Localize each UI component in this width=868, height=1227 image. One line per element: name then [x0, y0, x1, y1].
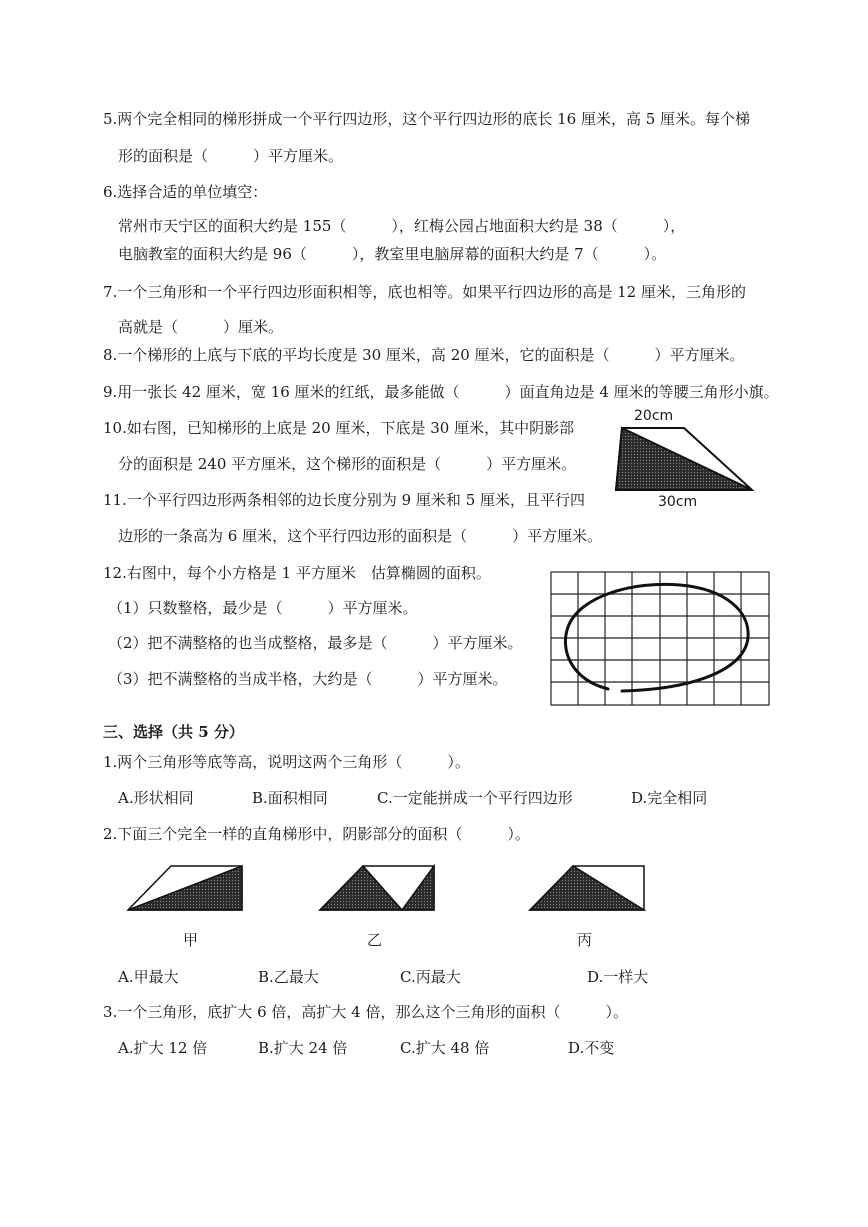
grid-ellipse-figure: [550, 571, 772, 707]
s3-q3-stem: 3.一个三角形，底扩大 6 倍，高扩大 4 倍，那么这个三角形的面积（ ）。: [103, 1003, 628, 1021]
q12-line3: （2）把不满整格的也当成整格，最多是（ ）平方厘米。: [108, 634, 523, 652]
q5-line2: 形的面积是（ ）平方厘米。: [118, 147, 344, 165]
s3-q3-option-d[interactable]: D.不变: [568, 1039, 615, 1057]
q11-line1: 11.一个平行四边形两条相邻的边长度分别为 9 厘米和 5 厘米，且平行四: [103, 491, 586, 509]
q6-line2: 常州市天宁区的面积大约是 155（ ），红梅公园占地面积大约是 38（ ），: [118, 217, 686, 235]
trapezoid-top-label: 20cm: [634, 408, 674, 424]
q9-line1: 9.用一张长 42 厘米，宽 16 厘米的红纸，最多能做（ ）面直角边是 4 厘米的等腰三角形小旗。: [103, 383, 779, 401]
trapezoid-yi: [318, 864, 436, 916]
trapezoid-shaded-triangle: [616, 428, 752, 490]
s3-q1-option-d[interactable]: D.完全相同: [631, 789, 708, 807]
s3-q3-option-b[interactable]: B.扩大 24 倍: [258, 1039, 348, 1057]
label-bing: 丙: [577, 931, 593, 949]
q5-line1: 5.两个完全相同的梯形拼成一个平行四边形，这个平行四边形的底长 16 厘米，高 5 厘米。每个梯: [103, 110, 751, 128]
s3-q2-stem: 2.下面三个完全一样的直角梯形中，阴影部分的面积（ ）。: [103, 825, 530, 843]
s3-q2-option-c[interactable]: C.丙最大: [400, 968, 461, 986]
s3-q1-option-b[interactable]: B.面积相同: [252, 789, 328, 807]
trapezoid-figure: [612, 408, 762, 513]
q6-line3: 电脑教室的面积大约是 96（ ），教室里电脑屏幕的面积大约是 7（ ）。: [118, 245, 667, 263]
q12-line2: （1）只数整格，最少是（ ）平方厘米。: [108, 599, 418, 617]
s3-q2-option-b[interactable]: B.乙最大: [258, 968, 319, 986]
s3-q2-option-a[interactable]: A.甲最大: [118, 968, 179, 986]
q7-line2: 高就是（ ）厘米。: [118, 318, 284, 336]
s3-q3-option-c[interactable]: C.扩大 48 倍: [400, 1039, 490, 1057]
s3-q3-option-a[interactable]: A.扩大 12 倍: [118, 1039, 208, 1057]
q8-line1: 8.一个梯形的上底与下底的平均长度是 30 厘米，高 20 厘米，它的面积是（ ）平方厘米。: [103, 346, 745, 364]
q12-line1: 12.右图中，每个小方格是 1 平方厘米 估算椭圆的面积。: [103, 564, 491, 582]
s3-q1-option-c[interactable]: C.一定能拼成一个平行四边形: [377, 789, 573, 807]
s3-q1-option-a[interactable]: A.形状相同: [118, 789, 194, 807]
trapezoid-bing: [528, 864, 646, 916]
q10-line2: 分的面积是 240 平方厘米，这个梯形的面积是（ ）平方厘米。: [118, 455, 577, 473]
q12-line4: （3）把不满整格的当成半格，大约是（ ）平方厘米。: [108, 670, 508, 688]
label-jia: 甲: [183, 931, 199, 949]
q10-line1: 10.如右图，已知梯形的上底是 20 厘米，下底是 30 厘米，其中阴影部: [103, 419, 575, 437]
s3-q2-option-d[interactable]: D.一样大: [587, 968, 649, 986]
q7-line1: 7.一个三角形和一个平行四边形面积相等，底也相等。如果平行四边形的高是 12 厘米，三角形的: [103, 283, 746, 301]
section3-heading: 三、选择（共 5 分）: [103, 723, 244, 741]
s3-q1-stem: 1.两个三角形等底等高，说明这两个三角形（ ）。: [103, 753, 470, 771]
q6-line1: 6.选择合适的单位填空：: [103, 183, 268, 201]
trapezoid-jia: [126, 864, 244, 916]
q11-line2: 边形的一条高为 6 厘米，这个平行四边形的面积是（ ）平方厘米。: [118, 527, 603, 545]
label-yi: 乙: [367, 931, 383, 949]
trapezoid-bottom-label: 30cm: [658, 494, 698, 510]
